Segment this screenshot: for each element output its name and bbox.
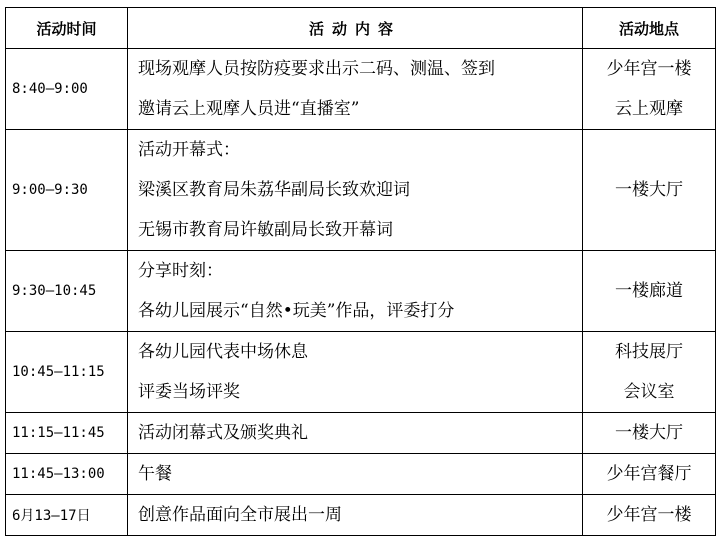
place-line: 少年宫餐厅 bbox=[606, 464, 692, 484]
place-line: 科技展厅 bbox=[615, 342, 683, 362]
content-cell bbox=[128, 49, 583, 130]
content-line: 活动闭幕式及颁奖典礼 bbox=[138, 423, 308, 443]
header-row bbox=[6, 8, 716, 49]
place-cell bbox=[583, 130, 716, 251]
content-line: 午餐 bbox=[138, 464, 172, 484]
time-cell: 9:30—10:45 bbox=[6, 251, 128, 332]
table-row bbox=[6, 251, 716, 332]
time-cell: 10:45—11:15 bbox=[6, 332, 128, 413]
content-line: 邀请云上观摩人员进“直播室” bbox=[138, 99, 360, 119]
table-row bbox=[6, 413, 716, 454]
time-cell: 9:00—9:30 bbox=[6, 130, 128, 251]
place-cell bbox=[583, 495, 716, 536]
header-time: 活动时间 bbox=[6, 8, 128, 49]
content-line: 无锡市教育局许敏副局长致开幕词 bbox=[138, 220, 393, 240]
schedule-table bbox=[5, 7, 716, 536]
header-content: 活动内容 bbox=[128, 8, 583, 49]
content-line: 评委当场评奖 bbox=[138, 382, 240, 402]
place-cell bbox=[583, 49, 716, 130]
time-cell: 11:15—11:45 bbox=[6, 413, 128, 454]
time-cell: 6月13—17日 bbox=[6, 495, 128, 536]
table-row bbox=[6, 130, 716, 251]
place-line: 云上观摩 bbox=[615, 99, 683, 119]
table-row bbox=[6, 332, 716, 413]
place-line: 会议室 bbox=[623, 382, 675, 402]
content-line: 分享时刻： bbox=[138, 261, 223, 281]
place-cell bbox=[583, 454, 716, 495]
content-line: 活动开幕式： bbox=[138, 140, 240, 160]
content-line: 各幼儿园代表中场休息 bbox=[138, 342, 308, 362]
header-place: 活动地点 bbox=[583, 8, 716, 49]
content-line: 创意作品面向全市展出一周 bbox=[138, 505, 342, 525]
place-cell bbox=[583, 332, 716, 413]
content-cell bbox=[128, 332, 583, 413]
place-line: 少年宫一楼 bbox=[606, 59, 692, 79]
table-row bbox=[6, 454, 716, 495]
content-cell bbox=[128, 454, 583, 495]
time-cell: 11:45—13:00 bbox=[6, 454, 128, 495]
content-cell bbox=[128, 495, 583, 536]
table-row bbox=[6, 495, 716, 536]
place-line: 一楼廊道 bbox=[615, 281, 683, 301]
time-cell: 8:40—9:00 bbox=[6, 49, 128, 130]
content-cell bbox=[128, 251, 583, 332]
place-line: 少年宫一楼 bbox=[606, 505, 692, 525]
content-line: 各幼儿园展示“自然•玩美”作品，评委打分 bbox=[138, 301, 455, 321]
place-line: 一楼大厅 bbox=[615, 180, 683, 200]
place-cell bbox=[583, 413, 716, 454]
content-line: 梁溪区教育局朱荔华副局长致欢迎词 bbox=[138, 180, 410, 200]
content-cell bbox=[128, 413, 583, 454]
place-cell bbox=[583, 251, 716, 332]
content-cell bbox=[128, 130, 583, 251]
content-line: 现场观摩人员按防疫要求出示二码、测温、签到 bbox=[138, 59, 495, 79]
place-line: 一楼大厅 bbox=[615, 423, 683, 443]
table-row bbox=[6, 49, 716, 130]
